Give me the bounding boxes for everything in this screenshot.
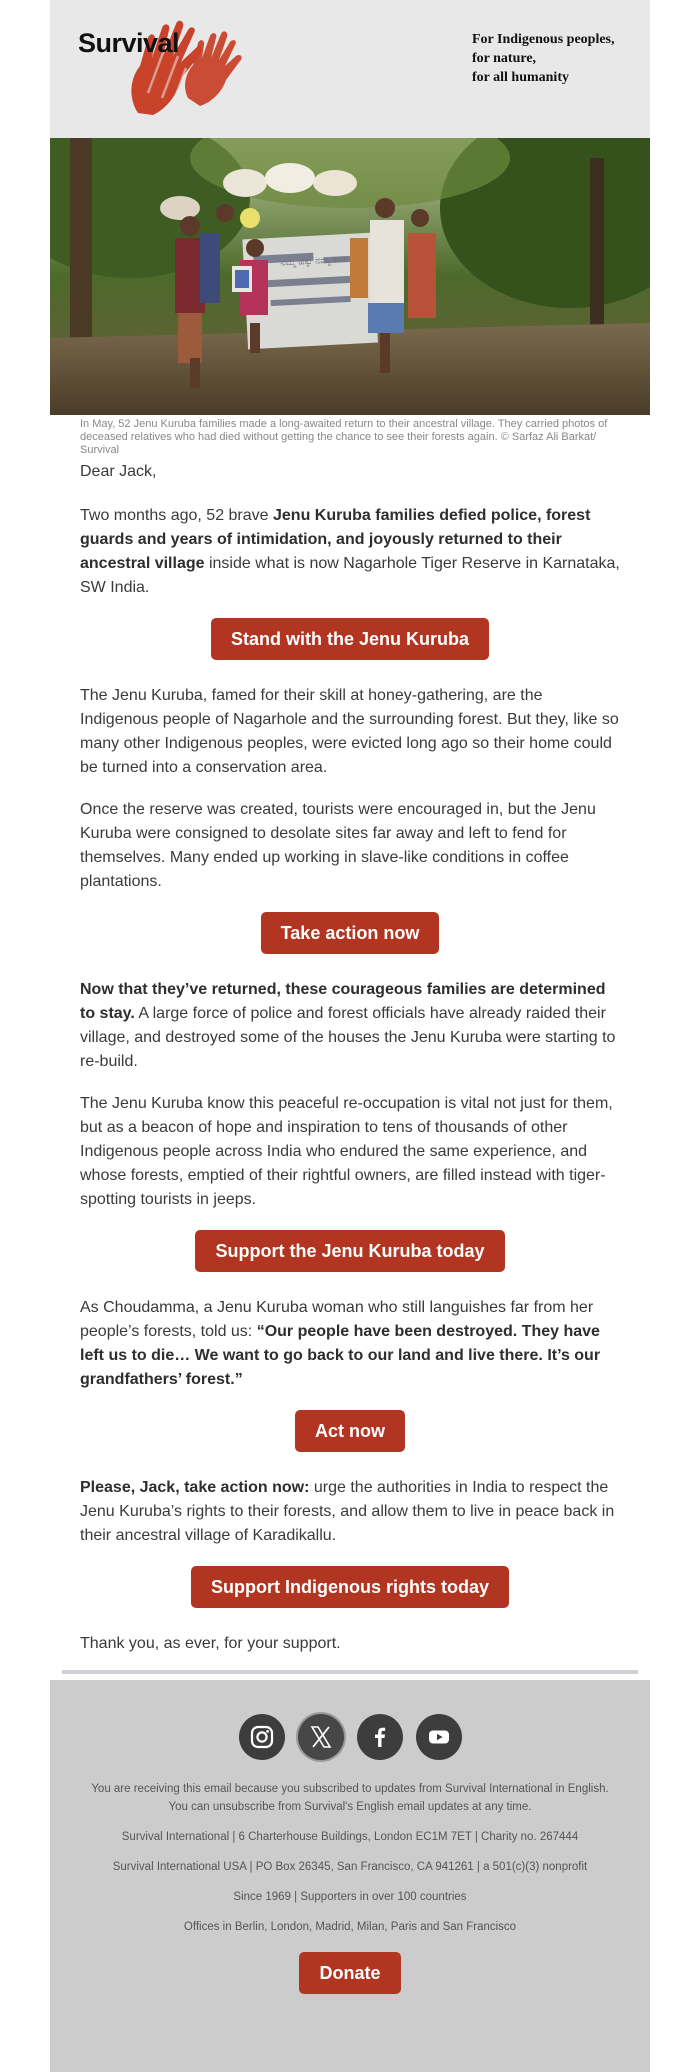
paragraph-4: Now that they’ve returned, these courageous families are determined to stay. A large force of police and forest officials have already raided their village, and destroyed some of the houses the Jenu Kuruba were starting to re-build. — [80, 981, 616, 1070]
paragraph-1: Two months ago, 52 brave Jenu Kuruba families defied police, forest guards and years of intimidation, and joyously returned to their ancestral village inside what is now Nagarhole Tiger Reserve in Karnataka, SW India. — [80, 507, 620, 596]
paragraph-3: Once the reserve was created, tourists were encouraged in, but the Jenu Kuruba were consigned to desolate sites far away and left to fend for themselves. Many ended up working in slave-like conditions in coffee plantations. — [80, 801, 596, 890]
divider — [62, 1670, 638, 1674]
paragraph-2: The Jenu Kuruba, famed for their skill at honey-gathering, are the Indigenous people of Nagarhole and the surrounding forest. But they, like so many other Indigenous peoples, were evicted long ago so their home could be turned into a conservation area. — [80, 687, 619, 776]
instagram-icon[interactable] — [239, 1714, 285, 1760]
offices-note: Offices in Berlin, London, Madrid, Milan, Paris and San Francisco — [183, 1921, 517, 1933]
greeting: Dear Jack, — [80, 463, 157, 480]
paragraph-5: The Jenu Kuruba know this peaceful re-occupation is vital not just for them, but as a beacon of hope and inspiration to tens of thousands of other Indigenous people across India who endured the same experience, and whose forests, emptied of their rightful owners, are filled instead with tiger-spotting tourists in jeeps. — [80, 1095, 613, 1208]
social-links — [80, 1714, 620, 1760]
banner-text: ನಮ್ಮ ಹಕ್ಕು ನಮ್ಮ ಕಾಡು — [280, 254, 349, 269]
support-jenu-kuruba-button[interactable]: Support the Jenu Kuruba today — [195, 1230, 504, 1272]
tagline — [472, 30, 615, 87]
stand-with-jenu-kuruba-button[interactable]: Stand with the Jenu Kuruba — [211, 618, 489, 660]
paragraph-6: As Choudamma, a Jenu Kuruba woman who still languishes far from her people’s forests, told us: “Our people have been destroyed. They have left us to die… We want to go back to our land and live there. It’s our grandfathers’ forest.” — [80, 1299, 601, 1388]
cta-row-2 — [80, 912, 620, 954]
cta-row-4 — [80, 1410, 620, 1452]
header — [50, 0, 650, 138]
email-container — [50, 0, 650, 2072]
paragraph-7: Please, Jack, take action now: urge the authorities in India to respect the Jenu Kuruba’s rights to their forests, and allow them to live in peace back in their ancestral village of Karadikallu. — [80, 1479, 615, 1544]
survival-logo[interactable] — [78, 18, 248, 118]
subscription-note-line-1: You are receiving this email because you subscribed to updates from Survival International in English. — [91, 1783, 609, 1795]
youtube-icon[interactable] — [416, 1714, 462, 1760]
tagline-line-1: For Indigenous peoples, — [472, 32, 615, 47]
take-action-now-button[interactable]: Take action now — [261, 912, 440, 954]
choudamma-quote: “Our people have been destroyed. They have left us to die… We want to go back to our land and live there. It’s our grandfathers’ forest.” — [80, 1323, 601, 1388]
closing-line: Thank you, as ever, for your support. — [80, 1635, 341, 1652]
email-body — [50, 460, 650, 1656]
facebook-icon[interactable] — [357, 1714, 403, 1760]
support-indigenous-rights-button[interactable]: Support Indigenous rights today — [191, 1566, 509, 1608]
footer — [50, 1680, 650, 2072]
unsubscribe-note[interactable]: You can unsubscribe from Survival's English email updates at any time. — [168, 1801, 532, 1813]
since-note: Since 1969 | Supporters in over 100 countries — [233, 1891, 467, 1903]
brand-wordmark: Survival — [78, 28, 180, 58]
cta-row-3 — [80, 1230, 620, 1272]
paragraph-1-emphasis: Jenu Kuruba families defied police, forest guards and years of intimidation, and joyously returned to their ancestral village — [80, 507, 591, 572]
paragraph-7-emphasis: Please, Jack, take action now: — [80, 1479, 310, 1496]
cta-row-1 — [80, 618, 620, 660]
donate-button[interactable]: Donate — [299, 1952, 400, 1994]
photo-caption: In May, 52 Jenu Kuruba families made a long-awaited return to their ancestral village. They carried photos of deceased relatives who had died without getting the chance to see their forests again. © Sarfaz Ali Barkat/ Survival — [80, 418, 608, 456]
act-now-button[interactable]: Act now — [295, 1410, 405, 1452]
cta-row-5 — [80, 1566, 620, 1608]
address-uk: Survival International | 6 Charterhouse Buildings, London EC1M 7ET | Charity no. 267444 — [121, 1831, 579, 1843]
address-us: Survival International USA | PO Box 26345, San Francisco, CA 941261 | a 501(c)(3) nonprofit — [112, 1861, 588, 1873]
tagline-line-3: for all humanity — [472, 70, 569, 85]
x-icon[interactable] — [298, 1714, 344, 1760]
tagline-line-2: for nature, — [472, 51, 537, 66]
subscription-note — [80, 1780, 620, 1816]
paragraph-4-emphasis: Now that they’ve returned, these courageous families are determined to stay. — [80, 981, 606, 1022]
jenu-kuruba-return-photo — [50, 138, 650, 415]
hero-photo — [50, 138, 650, 415]
